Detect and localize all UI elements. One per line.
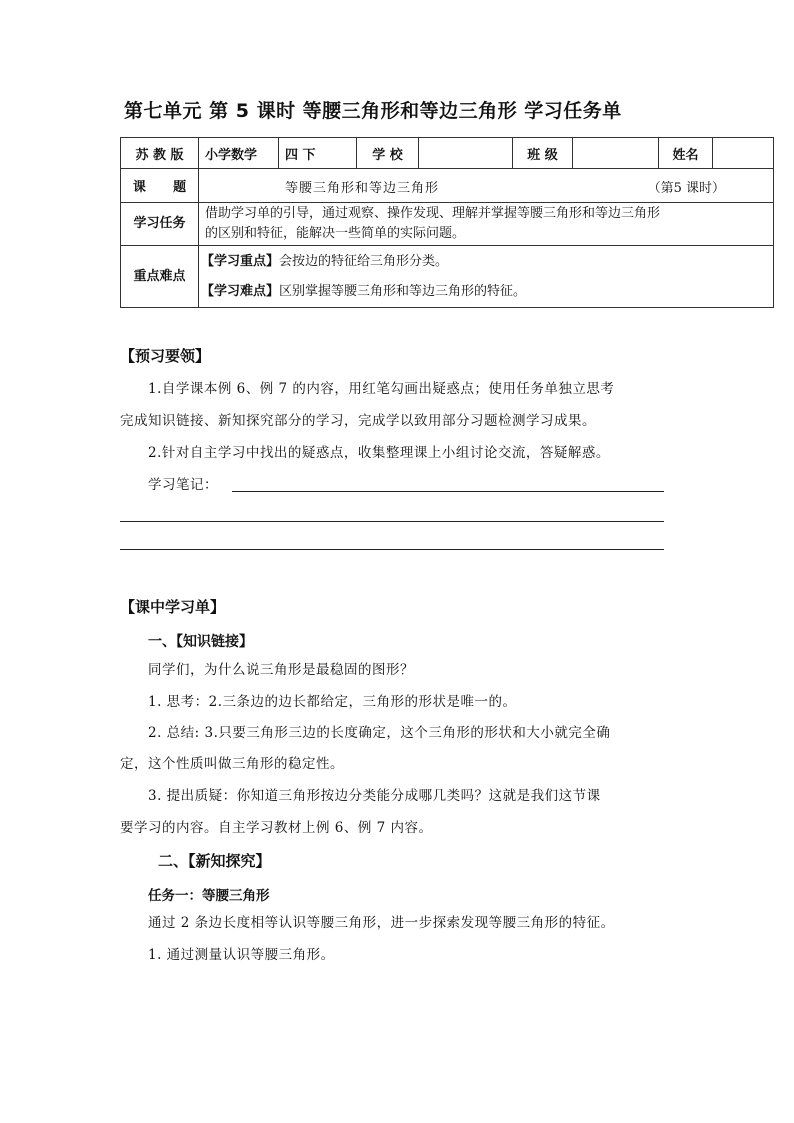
task-label: 学习任务	[121, 203, 199, 246]
think-item: 1. 思考：2.三条边的边长都给定，三角形的形状是唯一的。	[148, 694, 517, 710]
preview-point-2: 2.针对自主学习中找出的疑惑点，收集整理课上小组讨论交流，答疑解惑。	[148, 445, 610, 461]
raise-question-line-1: 3. 提出质疑：你知道三角形按边分类能分成哪几类吗？这就是我们这节课	[148, 788, 601, 804]
class-field[interactable]	[573, 138, 659, 169]
knowledge-link-heading: 一、【知识链接】	[148, 634, 253, 650]
topic-name: 等腰三角形和等边三角形	[285, 181, 440, 196]
topic-label: 课 题	[121, 169, 199, 203]
difficulty-tag: 【学习难点】	[201, 283, 280, 299]
task1-step-1: 1. 通过测量认识等腰三角形。	[148, 947, 335, 963]
notes-line-2[interactable]	[120, 521, 664, 522]
task-text	[199, 203, 774, 246]
new-knowledge-heading: 二、【新知探究】	[158, 852, 271, 870]
task-line-1: 借助学习单的引导，通过观察、操作发现、理解并掌握等腰三角形和等边三角形	[205, 206, 661, 221]
notes-line-3[interactable]	[120, 549, 664, 550]
school-field[interactable]	[419, 138, 513, 169]
task1-heading: 任务一：等腰三角形	[148, 888, 270, 904]
key-point-text: 会按边的特征给三角形分类。	[279, 253, 449, 269]
name-field[interactable]	[713, 138, 774, 169]
school-label: 学 校	[357, 138, 419, 169]
focus-text	[199, 246, 774, 308]
summary-line-2: 定，这个性质叫做三角形的稳定性。	[120, 756, 344, 772]
name-label: 姓名	[659, 138, 713, 169]
topic-cell	[199, 169, 774, 203]
difficulty-point	[201, 277, 767, 307]
page-title: 第七单元 第 5 课时 等腰三角形和等边三角形 学习任务单	[124, 100, 622, 122]
notes-line-1[interactable]	[232, 491, 664, 492]
focus-label: 重点难点	[121, 246, 199, 308]
lesson-info-table	[120, 137, 774, 308]
classwork-heading: 【课中学习单】	[120, 598, 226, 616]
preview-point-1-line-2: 完成知识链接、新知探究部分的学习，完成学以致用部分习题检测学习成果。	[120, 413, 596, 429]
raise-question-line-2: 要学习的内容。自主学习教材上例 6、例 7 内容。	[120, 820, 433, 836]
summary-line-1: 2. 总结: 3.只要三角形三边的长度确定，这个三角形的形状和大小就完全确	[148, 725, 611, 741]
grade-value: 四 下	[279, 138, 357, 169]
preview-heading: 【预习要领】	[120, 347, 211, 365]
subject-value: 小学数学	[199, 138, 279, 169]
task-line-2: 的区别和特征，能解决一些简单的实际问题。	[205, 226, 466, 241]
topic-period: （第5 课时）	[647, 181, 725, 196]
preview-point-1-line-1: 1.自学课本例 6、例 7 的内容，用红笔勾画出疑惑点；使用任务单独立思考	[148, 381, 615, 397]
difficulty-text: 区别掌握等腰三角形和等边三角形的特征。	[279, 283, 527, 299]
publisher-label: 苏 教 版	[121, 138, 199, 169]
class-label: 班 级	[513, 138, 573, 169]
stability-question: 同学们，为什么说三角形是最稳固的图形？	[148, 662, 414, 678]
key-point	[201, 247, 767, 277]
task1-intro: 通过 2 条边长度相等认识等腰三角形，进一步探索发现等腰三角形的特征。	[148, 915, 615, 931]
key-point-tag: 【学习重点】	[201, 253, 280, 269]
notes-label: 学习笔记：	[148, 477, 218, 493]
